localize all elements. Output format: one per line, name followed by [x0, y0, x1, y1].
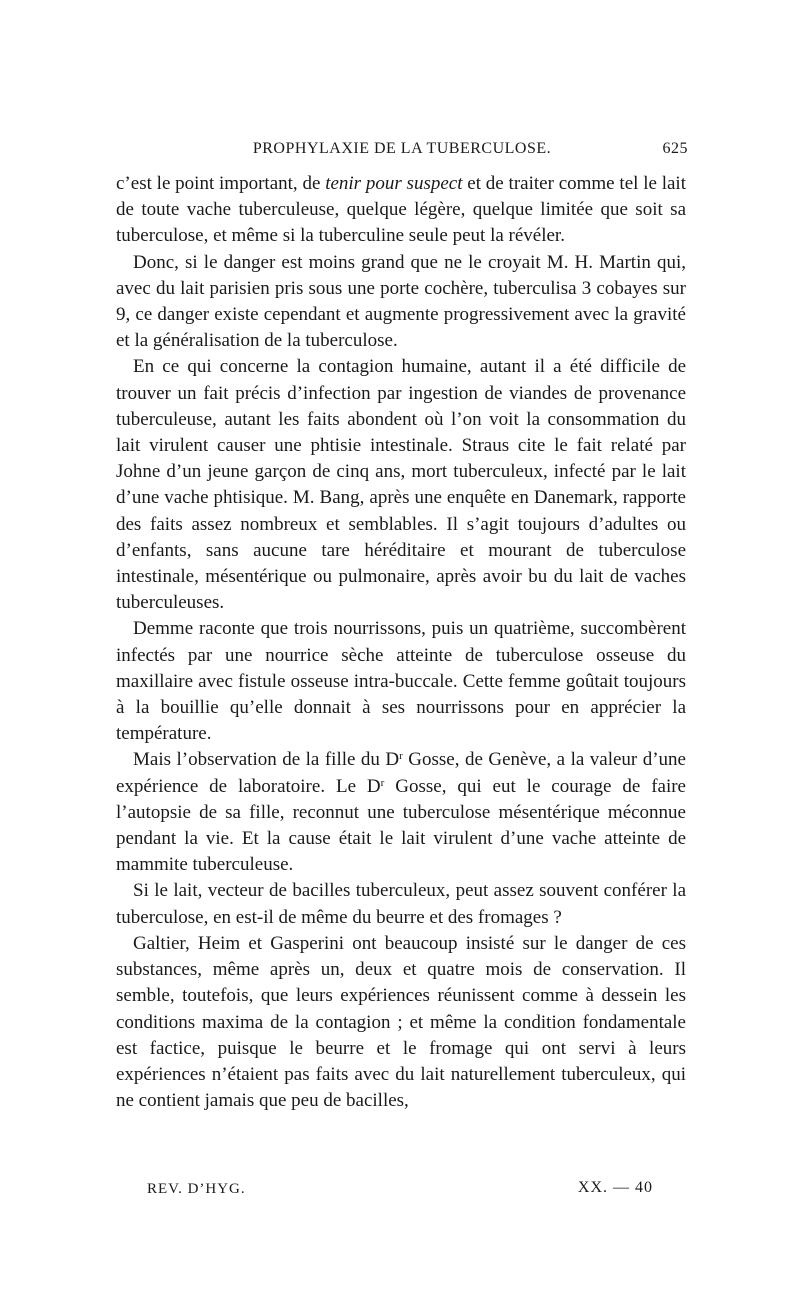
volume-signature: XX. — 40 — [577, 1179, 653, 1196]
paragraph — [116, 747, 686, 878]
page-number: 625 — [662, 140, 688, 157]
emphasis-text: tenir pour suspect — [325, 173, 463, 194]
paragraph: Galtier, Heim et Gasperini ont beaucoup insisté sur le danger de ces substances, même après un, deux et quatre mois de conservation. Il semble, toutefois, que leurs expériences réunissent comme à dessein les conditions maxima de la contagion ; et même la condition fondamentale est factice, puisque le beurre et le fromage qui ont servi à leurs expériences n’étaient pas faits avec du lait naturellement tuberculeux, qui ne contient jamais que peu de bacilles, — [116, 932, 686, 1112]
text-run: Mais l’observation de la fille du D — [133, 749, 400, 771]
body-text — [116, 171, 686, 1114]
text-run: c’est le point important, de — [116, 173, 326, 194]
running-title: PROPHYLAXIE DE LA TUBERCULOSE. — [252, 140, 552, 157]
paragraph: Demme raconte que trois nourrissons, puis un quatrième, succombèrent infectés par une nourrice sèche atteinte de tuberculose osseuse du maxillaire avec fistule osseuse intra-buccale. Cette femme goûtait toujours à la bouillie qu’elle donnait à ses nourrissons pour en apprécier la température. — [116, 618, 686, 745]
text-run: Gosse, de Genève, a la valeur d’une expérience de laboratoire. Le D — [116, 749, 686, 797]
text-run: Gosse, qui eut le courage de faire l’autopsie de sa fille, reconnut une tuberculose mésentérique méconnue pendant la vie. Et la cause était le lait virulent d’une vache atteinte de mammite tuberculeuse. — [116, 775, 686, 876]
paragraph: Si le lait, vecteur de bacilles tuberculeux, peut assez souvent conférer la tuberculose, en est-il de même du beurre et des fromages ? — [116, 880, 686, 928]
text-run: et de traiter comme tel le lait de toute vache tuberculeuse, quelque légère, quelque limitée que soit sa tuberculose, et même si la tuberculine seule peut la révéler. — [116, 173, 686, 247]
journal-signature: REV. D’HYG. — [147, 1181, 246, 1197]
paragraph: Donc, si le danger est moins grand que ne le croyait M. H. Martin qui, avec du lait parisien pris sous une porte cochère, tuberculisa 3 cobayes sur 9, ce danger existe cependant et augmente progressivement avec la gravité et la généralisation de la tuberculose. — [116, 251, 686, 352]
page-footer — [147, 1179, 653, 1203]
paragraph — [116, 171, 686, 250]
superscript: r — [399, 750, 403, 763]
superscript: r — [380, 776, 385, 789]
running-header — [116, 140, 688, 168]
paragraph: En ce qui concerne la contagion humaine, autant il a été difficile de trouver un fait précis d’infection par ingestion de viandes de provenance tuberculeuse, autant les faits abondent où l’on voit la consommation du lait virulent causer une phtisie intestinale. Straus cite le fait relaté par Johne d’un jeune garçon de cinq ans, mort tuberculeux, infecté par le lait d’une vache phtisique. M. Bang, après une enquête en Danemark, rapporte des faits assez nombreux et semblables. Il s’agit toujours d’adultes ou d’enfants, sans aucune tare héréditaire et mourant de tuberculose intestinale, mésentérique ou pulmonaire, après avoir bu du lait de vaches tuberculeuses. — [116, 356, 686, 614]
